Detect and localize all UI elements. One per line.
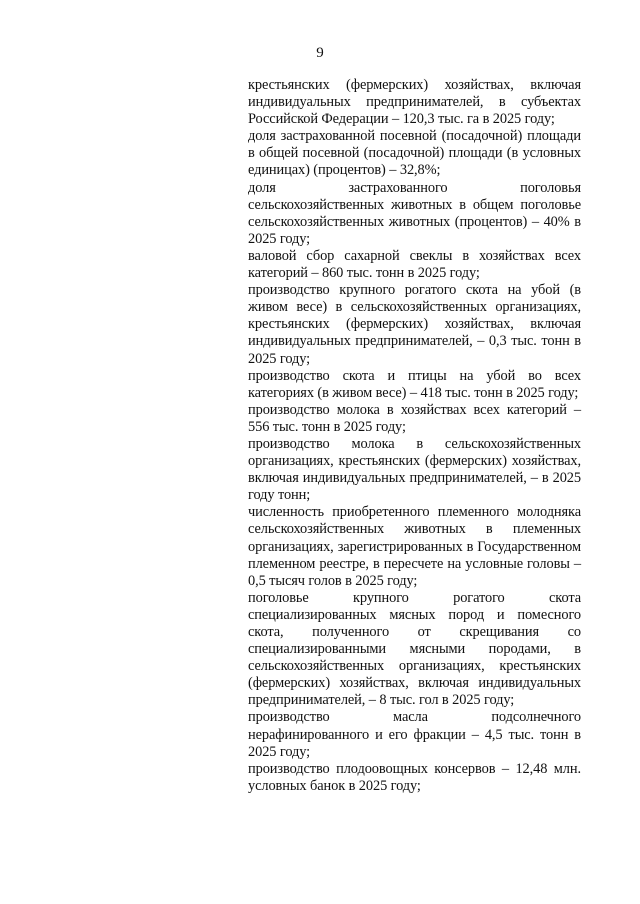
paragraph-livestock-poultry: производство скота и птицы на убой во всех категориях (в живом весе) – 418 тыс. тонн в 2025 году; — [248, 367, 581, 401]
paragraph-milk-all: производство молока в хозяйствах всех категорий – 556 тыс. тонн в 2025 году; — [248, 401, 581, 435]
paragraph-sugar-beet: валовой сбор сахарной свеклы в хозяйствах всех категорий – 860 тыс. тонн в 2025 году; — [248, 247, 581, 282]
paragraph-insured-livestock-share: доля застрахованного поголовья сельскохозяйственных животных в общем поголовье сельскохозяйственных животных (процентов) – 40% в 2025 году; — [248, 179, 581, 247]
page-number: 9 — [316, 45, 324, 61]
paragraph-canned-goods: производство плодоовощных консервов – 12,48 млн. условных банок в 2025 году; — [248, 760, 581, 794]
paragraph-farm-area: крестьянских (фермерских) хозяйствах, включая индивидуальных предпринимателей, в субъектах Российской Федерации – 120,3 тыс. га в 2025 году; — [248, 77, 581, 128]
paragraph-cattle-slaughter: производство крупного рогатого скота на убой (в живом весе) в сельскохозяйственных организациях, крестьянских (фермерских) хозяйствах, включая индивидуальных предпринимателей, – 0,3 тыс. тонн в 2025 году; — [248, 282, 581, 367]
document-body — [248, 77, 581, 795]
paragraph-breeding-stock: численность приобретенного племенного молодняка сельскохозяйственных животных в племенных организациях, зарегистрированных в Государственном племенном реестре, в пересчете на условные головы – 0,5 тысяч голов в 2025 году; — [248, 504, 581, 589]
paragraph-insured-area-share: доля застрахованной посевной (посадочной) площади в общей посевной (посадочной) площади (в условных единицах) (процентов) – 32,8%; — [248, 128, 581, 179]
paragraph-beef-cattle: поголовье крупного рогатого скота специализированных мясных пород и помесного скота, полученного от скрещивания со специализированными мясными породами, в сельскохозяйственных организациях, крестьянских (фермерских) хозяйствах, включая индивидуальных предпринимателей, – 8 тыс. гол в 2025 году; — [248, 589, 581, 709]
paragraph-sunflower-oil: производство масла подсолнечного нерафинированного и его фракции – 4,5 тыс. тонн в 2025 году; — [248, 709, 581, 760]
paragraph-milk-organizations: производство молока в сельскохозяйственных организациях, крестьянских (фермерских) хозяйствах, включая индивидуальных предпринимателей, – в 2025 году тонн; — [248, 435, 581, 504]
